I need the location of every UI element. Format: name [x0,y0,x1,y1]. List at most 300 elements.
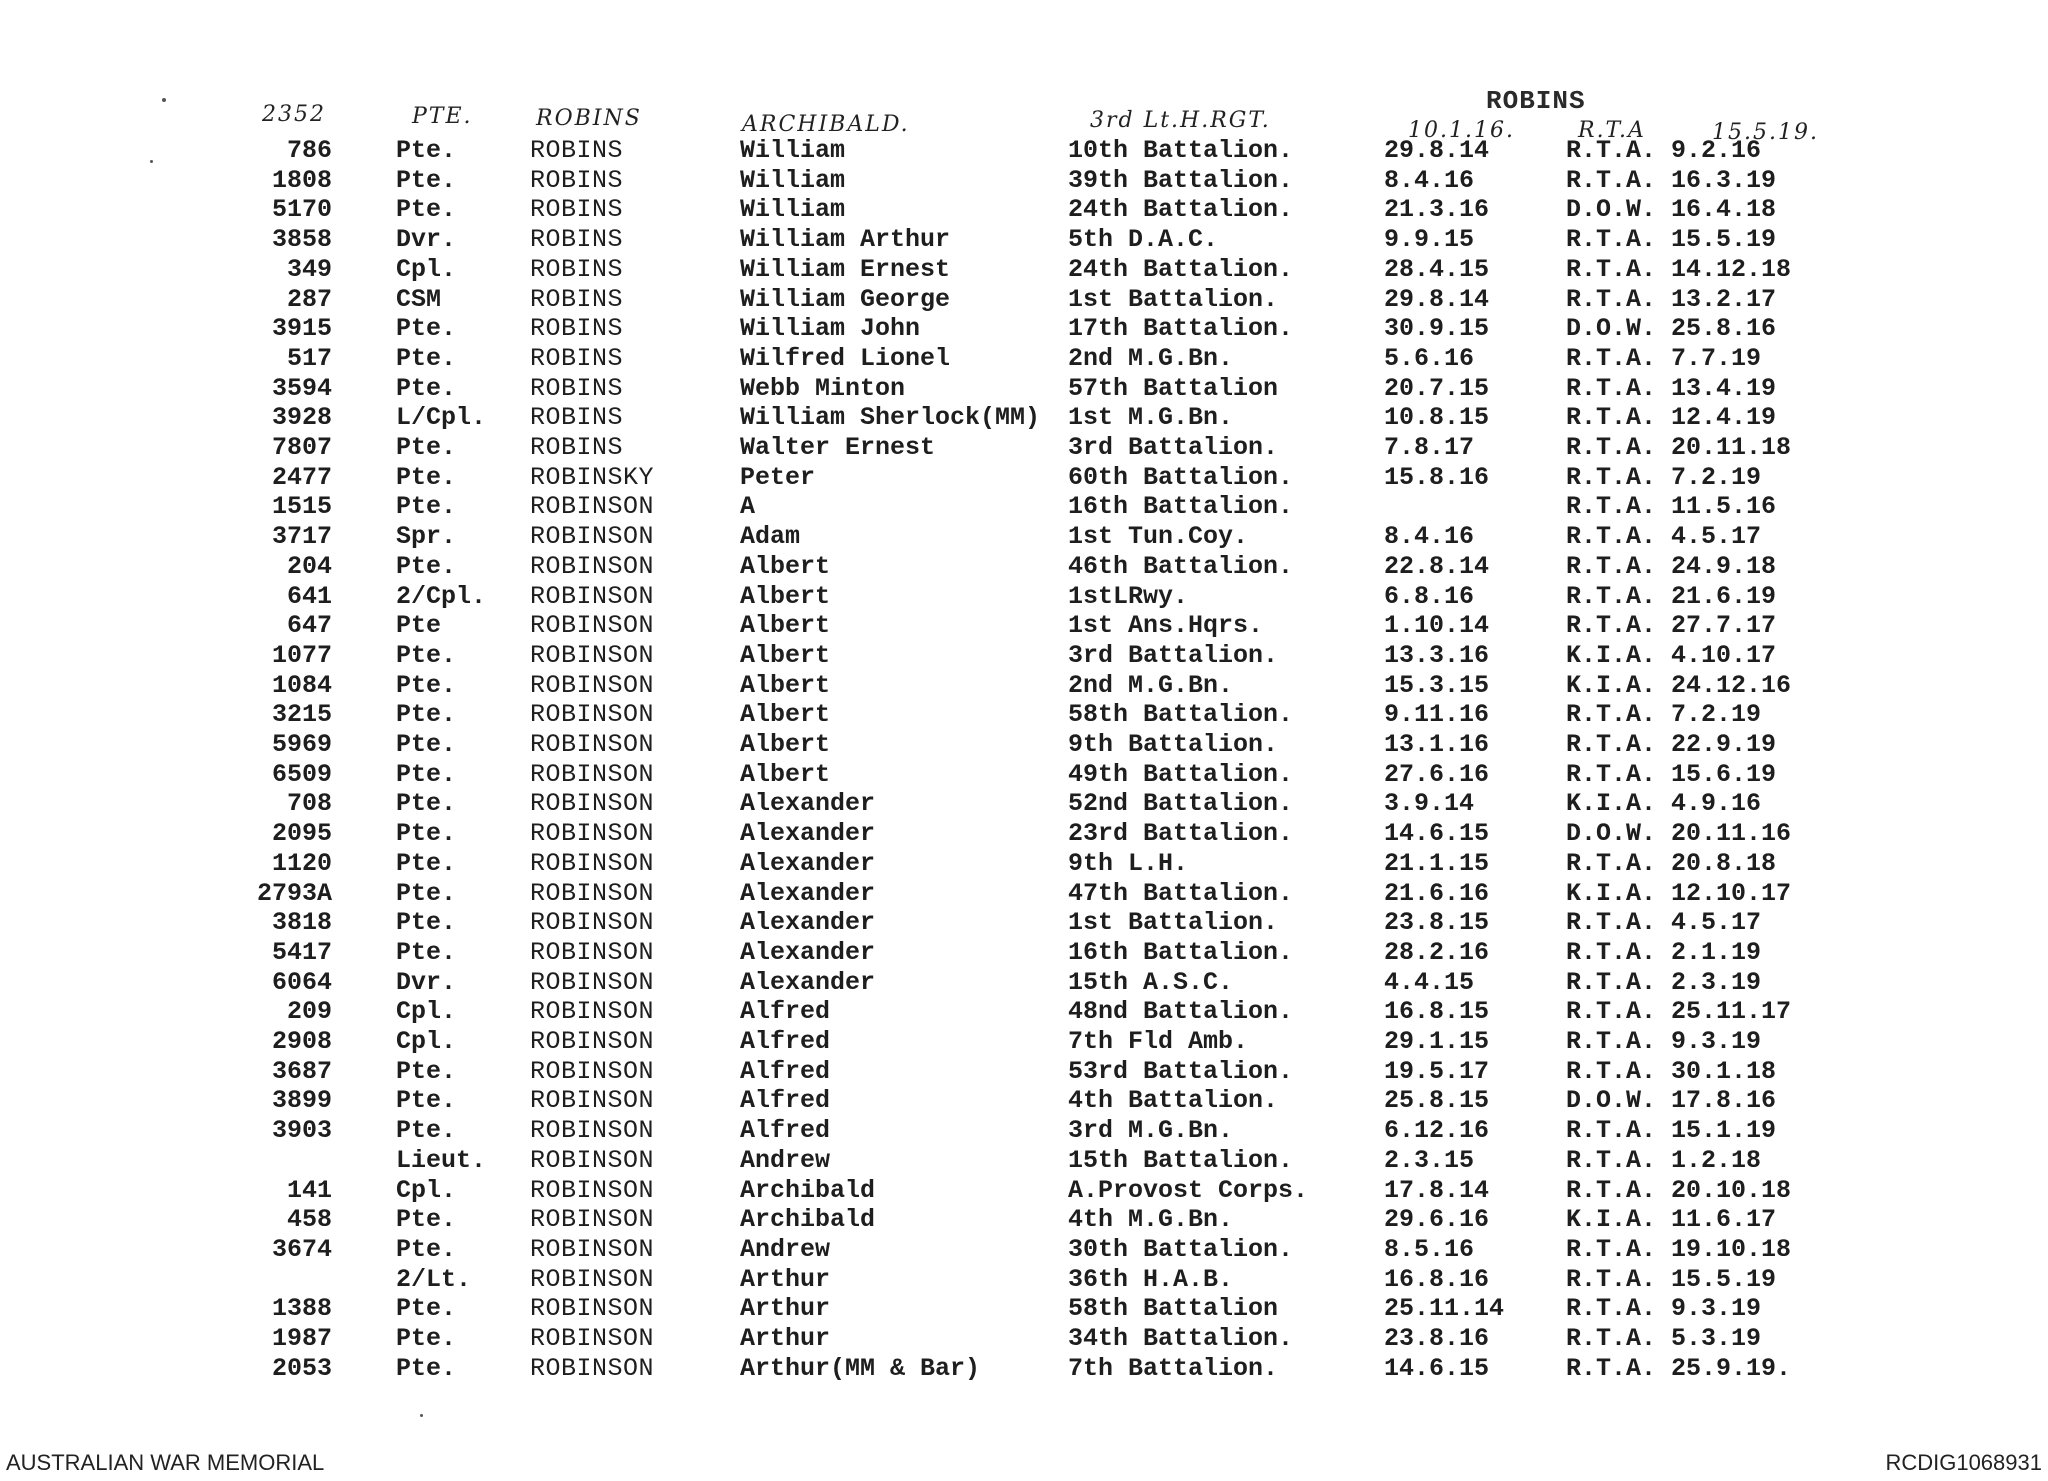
service-number-cell: 3687 [271,1056,332,1086]
given-names-cell: William Sherlock(MM) [740,403,1041,433]
fate-cell: R.T.A. 1.2.18 [1566,1145,1762,1175]
fate-cell: R.T.A. 5.3.19 [1566,1324,1762,1353]
paper-speck [150,160,153,163]
rank-cell: Pte. [396,165,457,195]
unit-cell: 36th H.A.B. [1068,1264,1234,1294]
handwritten-date: 10.1.16. [1408,118,1515,143]
rank-cell: Pte. [396,670,457,700]
rank-cell: Pte. [396,1056,457,1086]
surname-cell: ROBINSON [530,551,655,581]
fate-cell: R.T.A. 7.2.19 [1566,462,1762,492]
table-row [0,1086,2048,1116]
service-number-cell: 708 [286,789,332,819]
enlistment-date-cell: 19.5.17 [1384,1056,1490,1086]
given-names-cell: William [740,165,846,195]
service-number-cell: 1084 [271,670,332,700]
table-row [0,997,2048,1027]
handwritten-given: ARCHIBALD. [742,112,910,137]
table-row [0,730,2048,760]
table-row [0,641,2048,671]
rank-cell: Pte. [396,433,457,462]
enlistment-date-cell: 14.6.15 [1384,1353,1490,1383]
unit-cell: 46th Battalion. [1068,551,1294,581]
unit-cell: 2nd M.G.Bn. [1068,670,1234,700]
handwritten-number: 2352 [262,102,326,127]
fate-cell: R.T.A. 20.10.18 [1566,1175,1792,1205]
surname-cell: ROBINSON [530,730,655,759]
service-number-cell: 3818 [271,908,332,938]
service-number-cell: 1077 [271,640,332,670]
table-row [0,819,2048,849]
surname-cell: ROBINS [530,136,624,165]
given-names-cell: Archibald [740,1175,876,1205]
fate-cell: D.O.W. 25.8.16 [1566,314,1777,344]
fate-cell: R.T.A. 7.7.19 [1566,343,1762,373]
given-names-cell: Albert [740,700,831,730]
enlistment-date-cell: 16.8.16 [1384,1264,1490,1294]
rank-cell: Pte. [396,1116,457,1146]
surname-cell: ROBINSON [530,1056,655,1086]
fate-cell: R.T.A. 11.5.16 [1566,492,1777,522]
surname-cell: ROBINSON [530,1205,655,1235]
enlistment-date-cell: 23.8.15 [1384,908,1490,938]
unit-cell: 5th D.A.C. [1068,225,1219,255]
surname-cell: ROBINSON [530,848,655,878]
rank-cell: Dvr. [396,967,457,997]
fate-cell: D.O.W. 16.4.18 [1566,195,1777,225]
table-row [0,403,2048,433]
table-row [0,789,2048,819]
rank-cell: Pte. [396,343,457,373]
rank-cell: Pte. [396,819,457,849]
table-row [0,1324,2048,1354]
unit-cell: 57th Battalion [1068,373,1279,403]
service-number-cell: 2053 [271,1353,332,1383]
rank-cell: Pte. [396,730,457,759]
given-names-cell: Alfred [740,997,831,1027]
enlistment-date-cell: 23.8.16 [1384,1324,1490,1353]
given-names-cell: Albert [740,611,831,641]
surname-cell: ROBINSON [530,819,655,849]
fate-cell: R.T.A. 2.1.19 [1566,937,1762,967]
surname-cell: ROBINSON [530,670,655,700]
enlistment-date-cell: 8.4.16 [1384,165,1475,195]
enlistment-date-cell: 29.6.16 [1384,1205,1490,1235]
service-number-cell: 1388 [271,1294,332,1324]
service-number-cell: 5969 [271,730,332,759]
unit-cell: 16th Battalion. [1068,937,1294,967]
table-row [0,433,2048,463]
enlistment-date-cell: 3.9.14 [1384,789,1475,819]
unit-cell: 7th Fld Amb. [1068,1027,1249,1056]
service-number-cell: 5417 [271,937,332,967]
table-row [0,314,2048,344]
given-names-cell: Peter [740,462,816,492]
service-number-cell: 641 [286,581,332,611]
service-number-cell: 3594 [271,373,332,403]
given-names-cell: Albert [740,670,831,700]
unit-cell: 58th Battalion. [1068,700,1294,730]
enlistment-date-cell: 21.1.15 [1384,848,1490,878]
table-row [0,1116,2048,1146]
fate-cell: R.T.A. 4.5.17 [1566,908,1762,938]
fate-cell: K.I.A. 4.10.17 [1566,640,1777,670]
rank-cell: Pte. [396,492,457,522]
given-names-cell: Albert [740,730,831,759]
surname-cell: ROBINSON [530,789,655,819]
fate-cell: R.T.A. 24.9.18 [1566,551,1777,581]
surname-cell: ROBINSON [530,581,655,611]
surname-cell: ROBINSON [530,1353,655,1383]
paper-speck [420,1414,423,1417]
fate-cell: R.T.A. 13.4.19 [1566,373,1777,403]
surname-cell: ROBINS [530,314,624,344]
unit-cell: 1st Ans.Hqrs. [1068,611,1264,641]
unit-cell: 39th Battalion. [1068,165,1294,195]
fate-cell: R.T.A. 25.11.17 [1566,997,1792,1027]
table-row [0,1027,2048,1057]
service-number-cell: 2793A [256,878,332,908]
enlistment-date-cell: 4.4.15 [1384,967,1475,997]
rank-cell: Pte. [396,908,457,938]
table-row [0,374,2048,404]
given-names-cell: Walter Ernest [740,433,936,462]
surname-cell: ROBINSON [530,640,655,670]
fate-cell: R.T.A. 20.11.18 [1566,433,1792,462]
table-row [0,255,2048,285]
unit-cell: 9th Battalion. [1068,730,1279,759]
surname-cell: ROBINS [530,433,624,462]
service-number-cell: 6509 [271,759,332,789]
rank-cell: Pte. [396,1324,457,1353]
fate-cell: R.T.A. 15.5.19 [1566,1264,1777,1294]
surname-cell: ROBINSON [530,937,655,967]
unit-cell: A.Provost Corps. [1068,1175,1309,1205]
table-row [0,1176,2048,1206]
unit-cell: 30th Battalion. [1068,1234,1294,1264]
fate-cell: K.I.A. 24.12.16 [1566,670,1792,700]
handwritten-unit: 3rd Lt.H.RGT. [1090,108,1271,133]
service-number-cell: 3858 [271,225,332,255]
unit-cell: 49th Battalion. [1068,759,1294,789]
service-number-cell: 3899 [271,1086,332,1116]
unit-cell: 52nd Battalion. [1068,789,1294,819]
surname-cell: ROBINS [530,225,624,255]
enlistment-date-cell: 29.1.15 [1384,1027,1490,1056]
table-row [0,879,2048,909]
rank-cell: Pte. [396,789,457,819]
table-row [0,166,2048,196]
enlistment-date-cell: 5.6.16 [1384,343,1475,373]
enlistment-date-cell: 27.6.16 [1384,759,1490,789]
service-number-cell: 1808 [271,165,332,195]
unit-cell: 1st Battalion. [1068,284,1279,314]
rank-cell: Spr. [396,522,457,552]
enlistment-date-cell: 13.3.16 [1384,640,1490,670]
table-row [0,1146,2048,1176]
surname-cell: ROBINS [530,284,624,314]
handwritten-rank: PTE. [412,104,473,129]
rank-cell: 2/Lt. [396,1264,472,1294]
service-number-cell: 1987 [271,1324,332,1353]
enlistment-date-cell: 7.8.17 [1384,433,1475,462]
rank-cell: Pte. [396,314,457,344]
enlistment-date-cell: 13.1.16 [1384,730,1490,759]
surname-cell: ROBINSON [530,997,655,1027]
rank-cell: Pte. [396,848,457,878]
surname-cell: ROBINS [530,195,624,225]
enlistment-date-cell: 15.3.15 [1384,670,1490,700]
rank-cell: Cpl. [396,1175,457,1205]
rank-cell: Cpl. [396,1027,457,1056]
surname-cell: ROBINSON [530,759,655,789]
rank-cell: Pte. [396,136,457,165]
table-row [0,938,2048,968]
rank-cell: Dvr. [396,225,457,255]
service-number-cell: 3903 [271,1116,332,1146]
fate-cell: R.T.A. 25.9.19. [1566,1353,1792,1383]
page-heading: ROBINS [1486,86,1586,116]
fate-cell: D.O.W. 17.8.16 [1566,1086,1777,1116]
given-names-cell: William [740,195,846,225]
fate-cell: R.T.A. 20.8.18 [1566,848,1777,878]
service-number-cell: 3928 [271,403,332,433]
table-row [0,136,2048,166]
service-number-cell: 3717 [271,522,332,552]
table-row [0,611,2048,641]
enlistment-date-cell: 15.8.16 [1384,462,1490,492]
enlistment-date-cell: 20.7.15 [1384,373,1490,403]
enlistment-date-cell: 29.8.14 [1384,284,1490,314]
rank-cell: Pte. [396,195,457,225]
surname-cell: ROBINSON [530,878,655,908]
given-names-cell: William [740,136,846,165]
surname-cell: ROBINSON [530,1086,655,1116]
unit-cell: 10th Battalion. [1068,136,1294,165]
service-number-cell: 517 [286,343,332,373]
surname-cell: ROBINSON [530,492,655,522]
service-number-cell: 6064 [271,967,332,997]
given-names-cell: Alfred [740,1086,831,1116]
service-number-cell: 141 [286,1175,332,1205]
enlistment-date-cell: 28.4.15 [1384,254,1490,284]
paper-speck [162,98,166,102]
surname-cell: ROBINSON [530,1234,655,1264]
given-names-cell: Andrew [740,1234,831,1264]
enlistment-date-cell: 9.11.16 [1384,700,1490,730]
rank-cell: Pte. [396,759,457,789]
given-names-cell: Arthur(MM & Bar) [740,1353,981,1383]
service-number-cell: 2908 [271,1027,332,1056]
table-row [0,463,2048,493]
surname-cell: ROBINSKY [530,462,655,492]
rank-cell: Pte. [396,937,457,967]
enlistment-date-cell: 25.11.14 [1384,1294,1505,1324]
unit-cell: 17th Battalion. [1068,314,1294,344]
fate-cell: R.T.A. 15.1.19 [1566,1116,1777,1146]
surname-cell: ROBINSON [530,1294,655,1324]
given-names-cell: Wilfred Lionel [740,343,951,373]
table-row [0,849,2048,879]
table-row [0,1235,2048,1265]
fate-cell: R.T.A. 9.2.16 [1566,136,1762,165]
given-names-cell: Andrew [740,1145,831,1175]
enlistment-date-cell: 17.8.14 [1384,1175,1490,1205]
unit-cell: 24th Battalion. [1068,254,1294,284]
fate-cell: R.T.A. 30.1.18 [1566,1056,1777,1086]
given-names-cell: William John [740,314,921,344]
given-names-cell: Alfred [740,1027,831,1056]
table-row [0,195,2048,225]
unit-cell: 4th Battalion. [1068,1086,1279,1116]
table-row [0,1294,2048,1324]
rank-cell: Pte. [396,462,457,492]
given-names-cell: Arthur [740,1264,831,1294]
surname-cell: ROBINSON [530,967,655,997]
unit-cell: 24th Battalion. [1068,195,1294,225]
given-names-cell: Alexander [740,937,876,967]
handwritten-fate-date: 15.5.19. [1712,120,1819,145]
enlistment-date-cell: 25.8.15 [1384,1086,1490,1116]
enlistment-date-cell: 6.12.16 [1384,1116,1490,1146]
unit-cell: 15th A.S.C. [1068,967,1234,997]
enlistment-date-cell: 9.9.15 [1384,225,1475,255]
unit-cell: 1st Battalion. [1068,908,1279,938]
fate-cell: R.T.A. 14.12.18 [1566,254,1792,284]
surname-cell: ROBINSON [530,1324,655,1353]
given-names-cell: Adam [740,522,801,552]
service-number-cell: 3674 [271,1234,332,1264]
given-names-cell: Arthur [740,1324,831,1353]
enlistment-date-cell: 14.6.15 [1384,819,1490,849]
table-row [0,285,2048,315]
fate-cell: R.T.A. 15.5.19 [1566,225,1777,255]
fate-cell: K.I.A. 11.6.17 [1566,1205,1777,1235]
surname-cell: ROBINSON [530,908,655,938]
surname-cell: ROBINSON [530,1175,655,1205]
unit-cell: 9th L.H. [1068,848,1189,878]
fate-cell: R.T.A. 19.10.18 [1566,1234,1792,1264]
fate-cell: R.T.A. 9.3.19 [1566,1027,1762,1056]
surname-cell: ROBINS [530,165,624,195]
table-row [0,344,2048,374]
enlistment-date-cell: 1.10.14 [1384,611,1490,641]
service-number-cell: 349 [286,254,332,284]
given-names-cell: Albert [740,759,831,789]
unit-cell: 2nd M.G.Bn. [1068,343,1234,373]
rank-cell: Pte. [396,1353,457,1383]
table-row [0,968,2048,998]
table-row [0,225,2048,255]
service-number-cell: 2095 [271,819,332,849]
enlistment-date-cell: 30.9.15 [1384,314,1490,344]
fate-cell: R.T.A. 27.7.17 [1566,611,1777,641]
rank-cell: Cpl. [396,997,457,1027]
table-row [0,1354,2048,1384]
unit-cell: 4th M.G.Bn. [1068,1205,1234,1235]
given-names-cell: Alexander [740,819,876,849]
given-names-cell: William Arthur [740,225,951,255]
table-row [0,908,2048,938]
unit-cell: 60th Battalion. [1068,462,1294,492]
unit-cell: 23rd Battalion. [1068,819,1294,849]
given-names-cell: Albert [740,551,831,581]
rank-cell: Pte. [396,1205,457,1235]
rank-cell: Pte [396,611,442,641]
enlistment-date-cell: 16.8.15 [1384,997,1490,1027]
given-names-cell: Albert [740,581,831,611]
fate-cell: K.I.A. 12.10.17 [1566,878,1792,908]
service-number-cell: 209 [286,997,332,1027]
service-number-cell: 2477 [271,462,332,492]
unit-cell: 58th Battalion [1068,1294,1279,1324]
enlistment-date-cell: 22.8.14 [1384,551,1490,581]
enlistment-date-cell: 8.5.16 [1384,1234,1475,1264]
fate-cell: R.T.A. 7.2.19 [1566,700,1762,730]
given-names-cell: Alfred [740,1056,831,1086]
given-names-cell: A [740,492,756,522]
given-names-cell: William George [740,284,951,314]
given-names-cell: Alfred [740,1116,831,1146]
given-names-cell: Alexander [740,967,876,997]
service-number-cell: 3915 [271,314,332,344]
unit-cell: 1stLRwy. [1068,581,1189,611]
table-row [0,671,2048,701]
given-names-cell: Webb Minton [740,373,906,403]
table-row [0,700,2048,730]
handwritten-surname: ROBINS [536,106,642,131]
fate-cell: R.T.A. 2.3.19 [1566,967,1762,997]
rank-cell: Pte. [396,1234,457,1264]
fate-cell: D.O.W. 20.11.16 [1566,819,1792,849]
handwritten-fate: R.T.A [1578,118,1646,143]
rank-cell: Pte. [396,1086,457,1116]
table-row [0,582,2048,612]
service-number-cell: 786 [286,136,332,165]
unit-cell: 3rd Battalion. [1068,640,1279,670]
unit-cell: 48nd Battalion. [1068,997,1294,1027]
service-number-cell: 204 [286,551,332,581]
fate-cell: R.T.A. 22.9.19 [1566,730,1777,759]
surname-cell: ROBINSON [530,1116,655,1146]
rank-cell: Pte. [396,700,457,730]
fate-cell: R.T.A. 13.2.17 [1566,284,1777,314]
surname-cell: ROBINSON [530,522,655,552]
service-number-cell: 1120 [271,848,332,878]
service-number-cell: 458 [286,1205,332,1235]
enlistment-date-cell: 6.8.16 [1384,581,1475,611]
given-names-cell: Alexander [740,878,876,908]
rank-cell: Pte. [396,551,457,581]
unit-cell: 1st M.G.Bn. [1068,403,1234,433]
enlistment-date-cell: 8.4.16 [1384,522,1475,552]
footer-record-id: RCDIG1068931 [1885,1450,2042,1475]
unit-cell: 7th Battalion. [1068,1353,1279,1383]
given-names-cell: Archibald [740,1205,876,1235]
fate-cell: R.T.A. 16.3.19 [1566,165,1777,195]
unit-cell: 34th Battalion. [1068,1324,1294,1353]
service-number-cell: 1515 [271,492,332,522]
service-number-cell: 5170 [271,195,332,225]
given-names-cell: Alexander [740,789,876,819]
surname-cell: ROBINSON [530,1145,655,1175]
rank-cell: Cpl. [396,254,457,284]
unit-cell: 16th Battalion. [1068,492,1294,522]
enlistment-date-cell: 2.3.15 [1384,1145,1475,1175]
footer-institution: AUSTRALIAN WAR MEMORIAL [6,1450,325,1475]
rank-cell: Pte. [396,878,457,908]
surname-cell: ROBINSON [530,700,655,730]
